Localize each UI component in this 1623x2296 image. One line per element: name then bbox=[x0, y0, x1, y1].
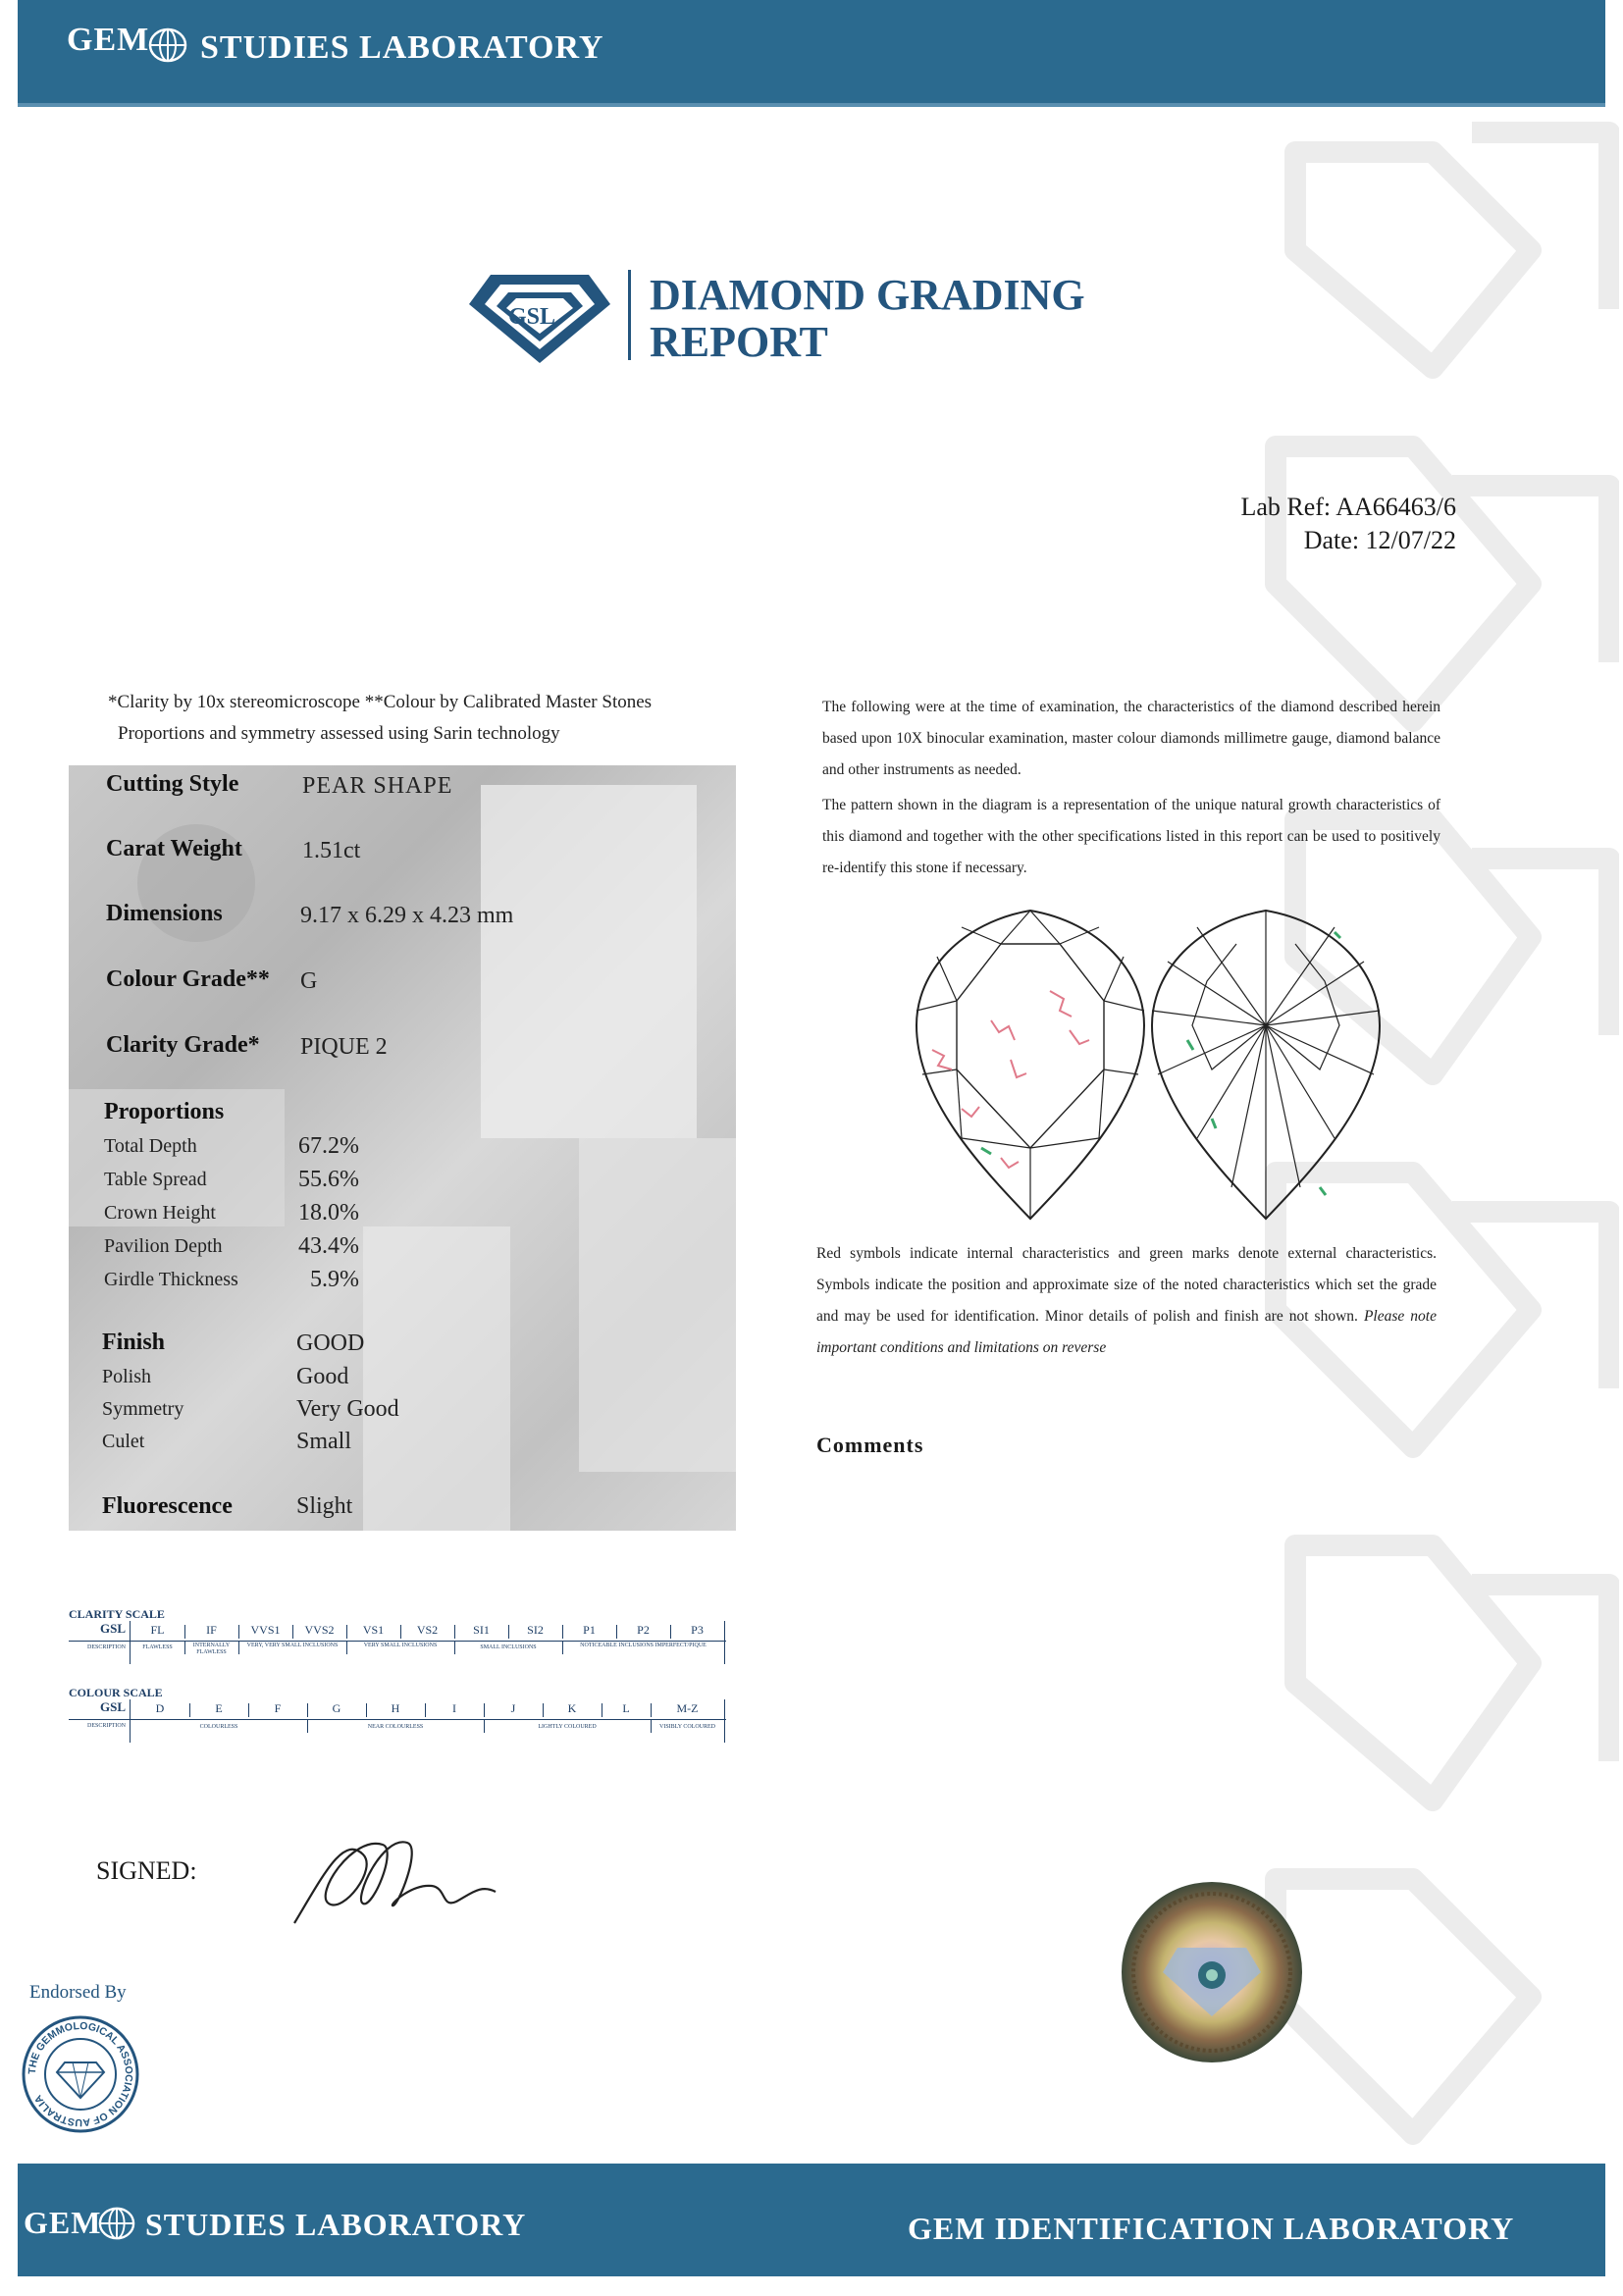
proportions-heading: Proportions bbox=[104, 1099, 225, 1124]
footer-band bbox=[18, 2164, 1605, 2276]
fluorescence-value: Slight bbox=[296, 1493, 353, 1519]
method-note-2: Proportions and symmetry assessed using Sarin technology bbox=[118, 723, 560, 744]
girdle-thickness-label: Girdle Thickness bbox=[104, 1269, 238, 1290]
footer-lab-name-left: GEM bbox=[24, 2205, 102, 2240]
clarity-grade-vs2: VS2 bbox=[416, 1623, 439, 1637]
signed-label: SIGNED: bbox=[96, 1856, 197, 1885]
conditions-note: Please note important conditions and limitations on reverse bbox=[816, 1308, 1437, 1356]
report-title-line1: DIAMOND GRADING bbox=[650, 271, 1085, 319]
fluorescence-label: Fluorescence bbox=[102, 1493, 233, 1519]
carat-weight-value: 1.51ct bbox=[302, 838, 361, 863]
comments-heading: Comments bbox=[816, 1433, 924, 1457]
colour-scale-title: COLOUR SCALE bbox=[69, 1686, 163, 1699]
clarity-grade-vvs1: VVS1 bbox=[250, 1623, 281, 1637]
header-band bbox=[18, 0, 1605, 107]
clarity-desc-flawless: FLAWLESS bbox=[142, 1644, 173, 1650]
total-depth-value: 67.2% bbox=[298, 1133, 359, 1159]
colour-grade-m-z: M-Z bbox=[676, 1701, 699, 1715]
symmetry-label: Symmetry bbox=[102, 1398, 184, 1420]
report-title-line2: REPORT bbox=[650, 318, 828, 366]
crown-height-label: Crown Height bbox=[104, 1202, 216, 1224]
clarity-desc-si: SMALL INCLUSIONS bbox=[480, 1644, 537, 1650]
hologram-seal bbox=[1119, 1879, 1305, 2065]
symmetry-value: Very Good bbox=[296, 1396, 399, 1422]
clarity-desc-pique: NOTICEABLE INCLUSIONS IMPERFECT/PIQUE bbox=[580, 1643, 707, 1648]
colour-scale-desc-label: DESCRIPTION bbox=[86, 1723, 126, 1729]
girdle-thickness-value: 5.9% bbox=[310, 1267, 359, 1292]
culet-value: Small bbox=[296, 1429, 352, 1454]
clarity-desc-vs: VERY SMALL INCLUSIONS bbox=[363, 1643, 438, 1648]
symbols-legend-paragraph bbox=[816, 1238, 1437, 1364]
colour-desc-lightly-coloured: LIGHTLY COLOURED bbox=[538, 1724, 597, 1730]
colour-grade-f: F bbox=[274, 1701, 282, 1715]
clarity-grade-fl: FL bbox=[150, 1623, 165, 1637]
finish-heading: Finish bbox=[102, 1330, 166, 1355]
clarity-desc-internally-flawless: INTERNALLY FLAWLESS bbox=[192, 1643, 231, 1655]
pavilion-depth-label: Pavilion Depth bbox=[104, 1235, 223, 1257]
seal-text: THE GEMMOLOGICAL ASSOCIATION OF AUSTRALIA bbox=[26, 2019, 135, 2129]
clarity-desc-vvs: VERY, VERY SMALL INCLUSIONS bbox=[246, 1643, 339, 1648]
clarity-scale-table bbox=[69, 1621, 726, 1666]
report-date: Date: 12/07/22 bbox=[1303, 526, 1456, 554]
gemmological-association-seal bbox=[18, 2011, 143, 2137]
globe-icon bbox=[148, 26, 187, 65]
colour-grade-i: I bbox=[452, 1701, 456, 1715]
colour-desc-visibly-coloured: VISIBLY COLOURED bbox=[658, 1724, 715, 1730]
culet-label: Culet bbox=[102, 1431, 145, 1452]
carat-weight-label: Carat Weight bbox=[106, 836, 242, 861]
clarity-scale-row-label: GSL bbox=[99, 1621, 126, 1636]
footer-identification-lab: GEM IDENTIFICATION LABORATORY bbox=[908, 2211, 1515, 2246]
clarity-grade-label: Clarity Grade* bbox=[106, 1032, 260, 1058]
clarity-grade-p3: P3 bbox=[691, 1623, 704, 1637]
signature-image bbox=[285, 1815, 510, 1933]
colour-grade-d: D bbox=[155, 1701, 165, 1715]
dimensions-value: 9.17 x 6.29 x 4.23 mm bbox=[300, 903, 514, 928]
total-depth-label: Total Depth bbox=[104, 1135, 197, 1157]
colour-grade-k: K bbox=[567, 1701, 577, 1715]
colour-desc-colourless: COLOURLESS bbox=[199, 1724, 238, 1730]
cutting-style-value: PEAR SHAPE bbox=[302, 773, 453, 799]
clarity-grade-si2: SI2 bbox=[527, 1623, 544, 1637]
polish-label: Polish bbox=[102, 1366, 152, 1387]
table-spread-label: Table Spread bbox=[104, 1169, 207, 1190]
cutting-style-label: Cutting Style bbox=[106, 771, 239, 797]
clarity-grade-si1: SI1 bbox=[473, 1623, 490, 1637]
crown-height-value: 18.0% bbox=[298, 1200, 359, 1226]
pavilion-plot-diagram bbox=[1138, 903, 1393, 1226]
colour-grade-h: H bbox=[391, 1701, 400, 1715]
crown-plot-diagram bbox=[903, 903, 1158, 1226]
logo-divider bbox=[628, 270, 631, 360]
colour-grade-j: J bbox=[510, 1701, 516, 1715]
dimensions-label: Dimensions bbox=[106, 901, 223, 926]
method-note-1: *Clarity by 10x stereomicroscope **Colour by Calibrated Master Stones bbox=[108, 692, 653, 712]
clarity-scale-desc-label: DESCRIPTION bbox=[86, 1644, 126, 1650]
clarity-grade-value: PIQUE 2 bbox=[300, 1034, 388, 1060]
finish-value: GOOD bbox=[296, 1331, 365, 1356]
lab-ref: Lab Ref: AA66463/6 bbox=[1240, 493, 1456, 521]
colour-grade-e: E bbox=[215, 1701, 223, 1715]
colour-grade-g: G bbox=[332, 1701, 341, 1715]
header-lab-name-left: GEM bbox=[67, 22, 150, 58]
symbols-legend-text: Red symbols indicate internal characteristics and green marks denote external characteristics. Symbols indicate the position and approximate size of the noted characteristics which set the grade and may be used for identification. Minor details of polish and finish are not shown. bbox=[816, 1245, 1437, 1325]
table-spread-value: 55.6% bbox=[298, 1167, 359, 1192]
colour-grade-value: G bbox=[300, 968, 318, 994]
clarity-grade-if: IF bbox=[206, 1623, 217, 1637]
polish-value: Good bbox=[296, 1364, 349, 1389]
footer-lab-name-right: STUDIES LABORATORY bbox=[145, 2207, 527, 2242]
pattern-paragraph: The pattern shown in the diagram is a representation of the unique natural growth characteristics of this diamond and together with the other specifications listed in this report can be used to positively re-identify this stone if necessary. bbox=[822, 797, 1440, 876]
colour-grade-label: Colour Grade** bbox=[106, 966, 270, 992]
footer-globe-icon bbox=[98, 2205, 135, 2242]
colour-desc-near-colourless: NEAR COLOURLESS bbox=[367, 1724, 424, 1730]
colour-scale-table bbox=[69, 1699, 726, 1745]
header-lab-name-right: STUDIES LABORATORY bbox=[200, 29, 604, 66]
pavilion-depth-value: 43.4% bbox=[298, 1233, 359, 1259]
gsl-monogram: GSL bbox=[508, 304, 556, 330]
clarity-grade-p1: P1 bbox=[583, 1623, 596, 1637]
endorsed-label: Endorsed By bbox=[29, 1982, 127, 2003]
clarity-grade-vs1: VS1 bbox=[362, 1623, 385, 1637]
examination-paragraph: The following were at the time of examination, the characteristics of the diamond described herein based upon 10X binocular examination, master colour diamonds millimetre gauge, diamond balance and other instruments as needed. bbox=[822, 699, 1440, 778]
clarity-scale-title: CLARITY SCALE bbox=[69, 1607, 165, 1621]
clarity-grade-vvs2: VVS2 bbox=[304, 1623, 335, 1637]
clarity-grade-p2: P2 bbox=[637, 1623, 650, 1637]
colour-grade-l: L bbox=[622, 1701, 630, 1715]
colour-scale-row-label: GSL bbox=[99, 1699, 126, 1714]
